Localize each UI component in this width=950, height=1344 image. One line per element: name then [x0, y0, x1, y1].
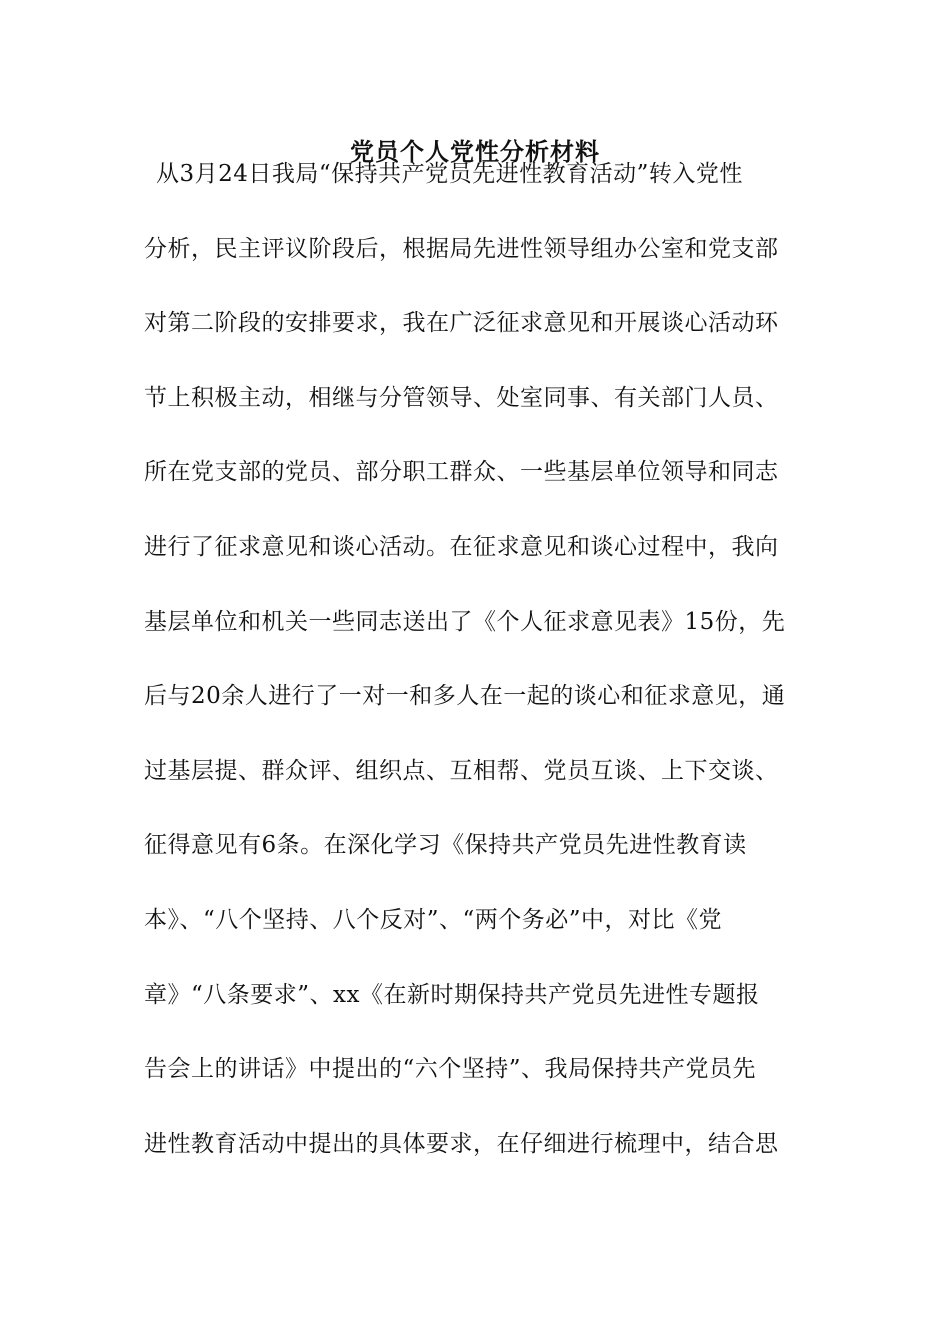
text-line: 对第二阶段的安排要求，我在广泛征求意见和开展谈心活动环: [144, 310, 779, 337]
document-title: 党员个人党性分析材料: [350, 137, 600, 166]
text-line: 征得意见有6条。在深化学习《保持共产党员先进性教育读: [144, 832, 747, 859]
text-line: 后与20余人进行了一对一和多人在一起的谈心和征求意见，通: [144, 683, 786, 710]
text-line: 进性教育活动中提出的具体要求，在仔细进行梳理中，结合思: [144, 1130, 779, 1157]
body-paragraph: [144, 154, 812, 1198]
text-line: 告会上的讲话》中提出的“六个坚持”、我局保持共产党员先: [144, 1056, 757, 1083]
text-line: 章》“八条要求”、xx《在新时期保持共产党员先进性专题报: [144, 981, 760, 1008]
text-line: 分析，民主评议阶段后，根据局先进性领导组办公室和党支部: [144, 235, 779, 262]
text-line: 所在党支部的党员、部分职工群众、一些基层单位领导和同志: [144, 459, 779, 486]
text-line: 过基层提、群众评、组织点、互相帮、党员互谈、上下交谈、: [144, 757, 779, 784]
text-line: 进行了征求意见和谈心活动。在征求意见和谈心过程中，我向: [144, 533, 779, 560]
text-line: 从3月24日我局“保持共产党员先进性教育活动”转入党性: [156, 161, 743, 187]
text-line: 本》、“八个坚持、八个反对”、“两个务必”中，对比《党: [144, 906, 723, 933]
text-line: 节上积极主动，相继与分管领导、处室同事、有关部门人员、: [144, 384, 779, 411]
text-line: 基层单位和机关一些同志送出了《个人征求意见表》15份，先: [144, 608, 786, 635]
